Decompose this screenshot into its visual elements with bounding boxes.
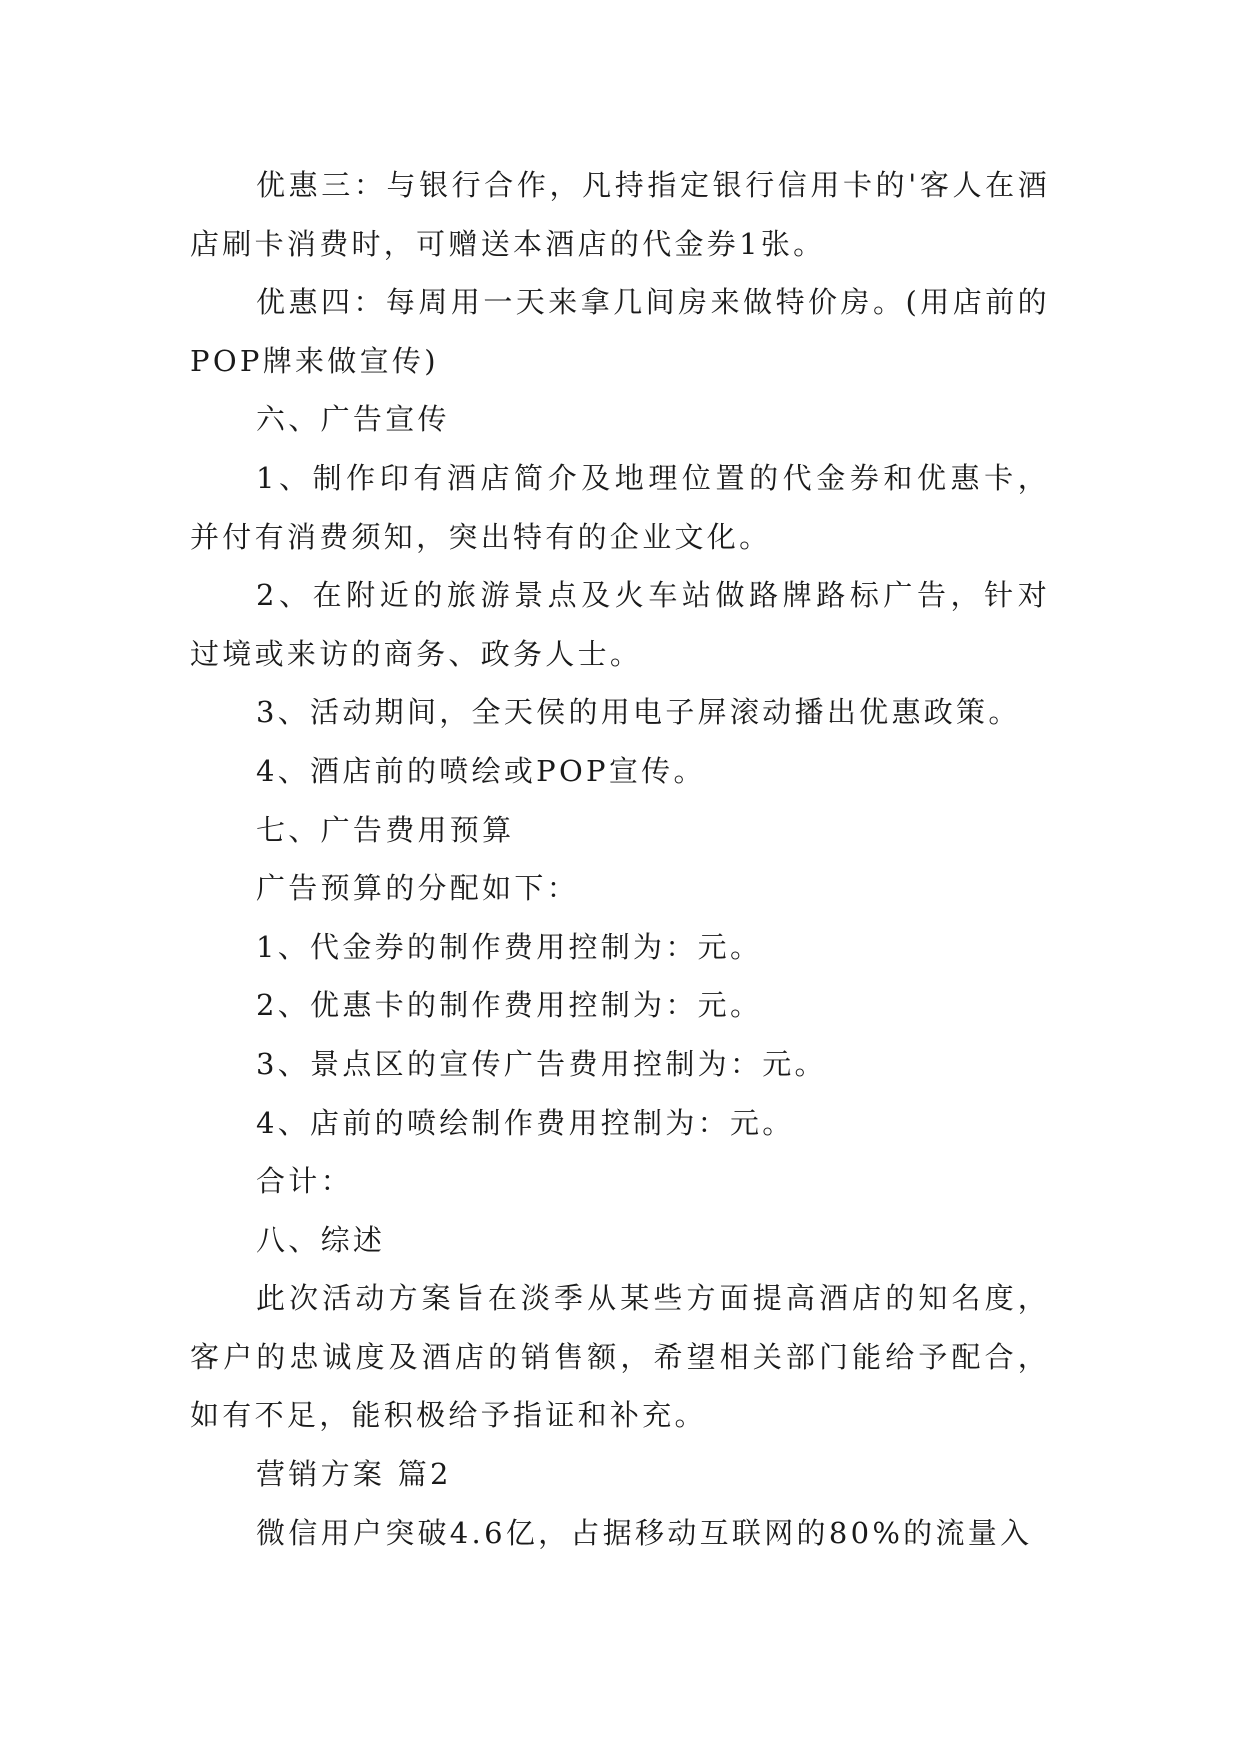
budget-intro: 广告预算的分配如下： (256, 871, 580, 906)
list-item-advertising-2: 2、在附近的旅游景点及火车站做路牌路标广告，针对过境或来访的商务、政务人士。 (190, 578, 1050, 671)
plan-heading: 营销方案 篇2 (256, 1457, 452, 1492)
list-item-budget-2: 2、优惠卡的制作费用控制为：元。 (256, 988, 763, 1023)
list-item-advertising-1: 1、制作印有酒店简介及地理位置的代金券和优惠卡，并付有消费须知，突出特有的企业文化。 (190, 460, 1050, 554)
section-heading-summary: 八、综述 (256, 1222, 386, 1257)
paragraph-discount-three: 优惠三：与银行合作，凡持指定银行信用卡的'客人在酒店刷卡消费时，可赠送本酒店的代金券1张。 (190, 168, 1050, 261)
list-item-advertising-4: 4、酒店前的喷绘或POP宣传。 (256, 753, 706, 788)
list-item-advertising-3: 3、活动期间，全天侯的用电子屏滚动播出优惠政策。 (256, 695, 1021, 730)
paragraph-discount-four: 优惠四：每周用一天来拿几间房来做特价房。(用店前的POP牌来做宣传) (190, 285, 1050, 378)
document-body (190, 156, 1050, 1562)
list-item-budget-4: 4、店前的喷绘制作费用控制为：元。 (256, 1105, 795, 1140)
list-item-budget-3: 3、景点区的宣传广告费用控制为：元。 (256, 1046, 827, 1081)
section-heading-budget: 七、广告费用预算 (256, 812, 515, 847)
section-heading-advertising: 六、广告宣传 (256, 402, 450, 437)
plan-intro-paragraph: 微信用户突破4.6亿，占据移动互联网的80%的流量入 (256, 1515, 1033, 1550)
summary-paragraph: 此次活动方案旨在淡季从某些方面提高酒店的知名度，客户的忠诚度及酒店的销售额，希望相关部门能给予配合，如有不足，能积极给予指证和补充。 (190, 1281, 1050, 1433)
budget-total: 合计： (256, 1164, 353, 1199)
list-item-budget-1: 1、代金券的制作费用控制为：元。 (256, 929, 763, 964)
